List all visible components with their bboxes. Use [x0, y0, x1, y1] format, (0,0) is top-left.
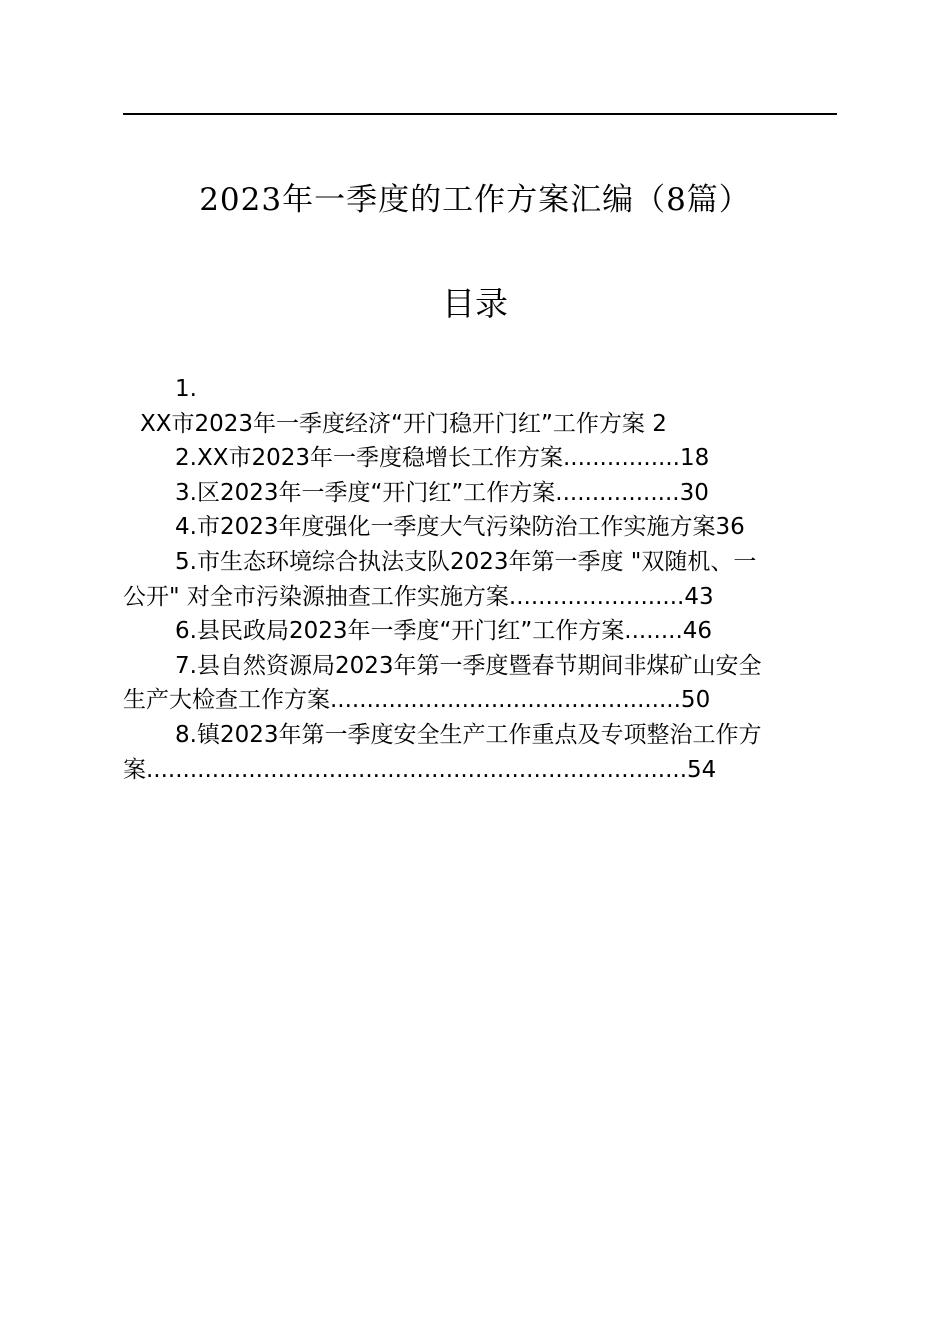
toc-entry-1-number[interactable]: 1. [175, 376, 197, 402]
toc-entry-2[interactable]: 2.XX市2023年一季度稳增长工作方案................18 [175, 445, 710, 472]
toc-entry-5[interactable]: 5.市生态环境综合执法支队2023年第一季度 "双随机、一 [175, 548, 757, 575]
toc-entry-8[interactable]: 8.镇2023年第一季度安全生产工作重点及专项整治工作方 [175, 721, 762, 748]
toc-heading: 目录 [442, 284, 508, 323]
toc-entry-7[interactable]: 7.县自然资源局2023年第一季度暨春节期间非煤矿山安全 [175, 652, 762, 679]
toc-entry-8-continued[interactable]: 案..........................................................................54 [123, 756, 717, 783]
document-title: 2023年一季度的工作方案汇编（8篇） [199, 182, 751, 218]
toc-entry-3[interactable]: 3.区2023年一季度“开门红”工作方案.................30 [175, 479, 709, 506]
toc-entry-7-continued[interactable]: 生产大检查工作方案................................................50 [123, 687, 711, 714]
toc-entry-4[interactable]: 4.市2023年度强化一季度大气污染防治工作实施方案36 [175, 514, 745, 541]
toc-entry-1[interactable]: XX市2023年一季度经济“开门稳开门红”工作方案 2 [140, 410, 667, 437]
header-rule [123, 113, 837, 115]
toc-entry-6[interactable]: 6.县民政局2023年一季度“开门红”工作方案........46 [175, 618, 713, 645]
toc-entry-5-continued[interactable]: 公开" 对全市污染源抽查工作实施方案........................43 [123, 583, 714, 610]
table-of-contents [123, 372, 837, 787]
